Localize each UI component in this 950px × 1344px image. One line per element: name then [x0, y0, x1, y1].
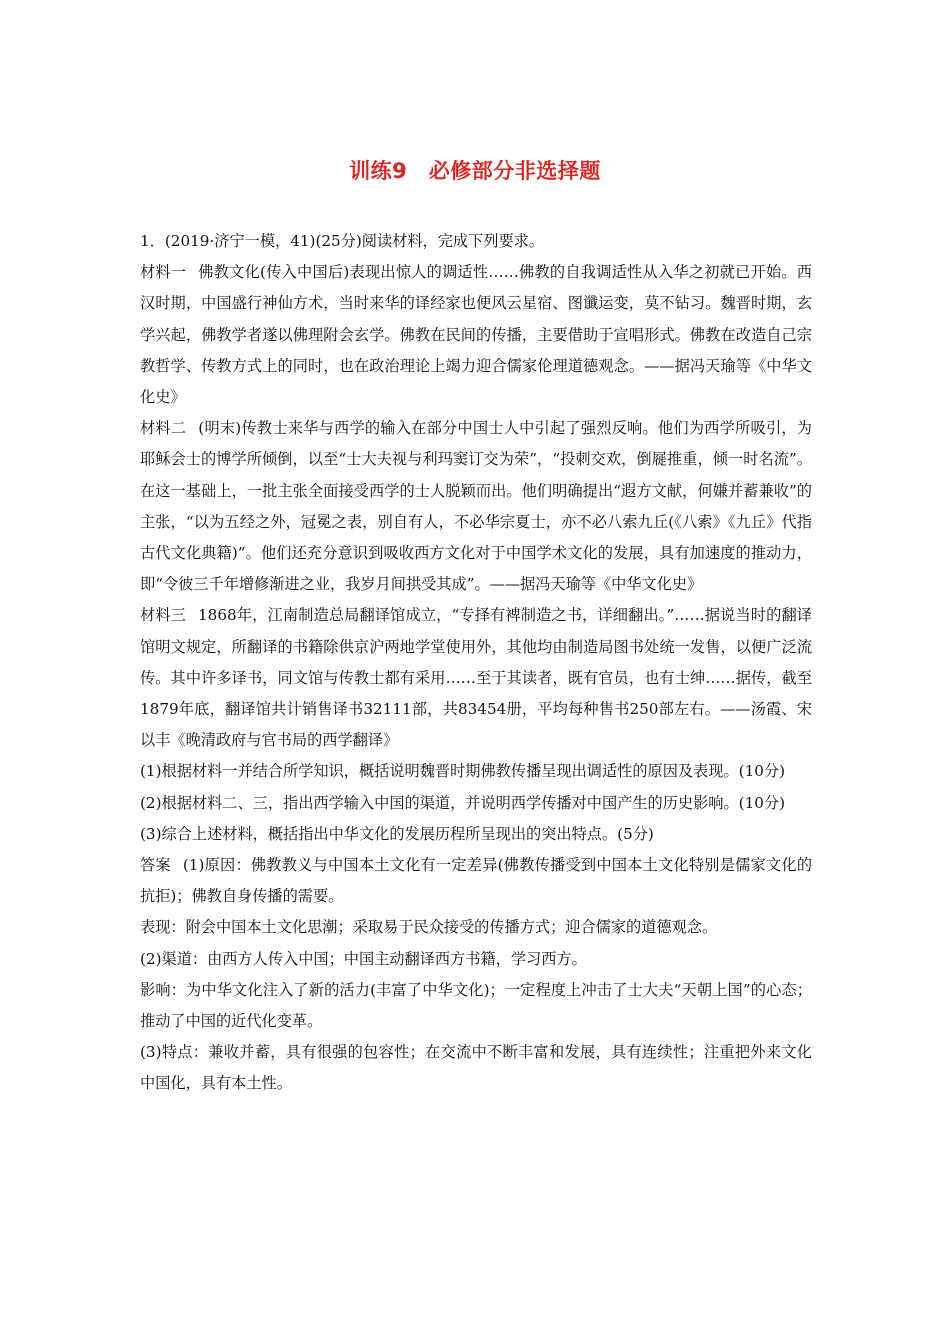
material-text: 佛教文化(传入中国后)表现出惊人的调适性……佛教的自我调适性从入华之初就已开始。西汉时期，中国盛行神仙方术，当时来华的译经家也便风云星宿、图谶运变，莫不钻习。魏晋时期，玄学兴起，佛教学者遂以佛理附会玄学。佛教在民间的传播，主要借助于宣唱形式。佛教在改造自己宗教哲学、传教方式上的同时，也在政治理论上竭力迎合儒家伦理道德观念。——据冯天瑜等《中华文化史》 [140, 263, 812, 407]
question-content [140, 226, 812, 1100]
material-three [140, 600, 812, 756]
material-two [140, 413, 812, 600]
answer-text: (1)原因：佛教教义与中国本土文化有一定差异(佛教传播受到中国本土文化特别是儒家文化的抗拒)；佛教自身传播的需要。 [140, 856, 813, 906]
material-label: 材料三 [140, 606, 187, 625]
material-text: 1868年，江南制造总局翻译馆成立，“专择有裨制造之书，详细翻出。”……据说当时的翻译馆明文规定，所翻译的书籍除供京沪两地学堂使用外，其他均由制造局图书处统一发售，以便广泛流传。其中许多译书，同文馆与传教士都有采用……至于其读者，既有官员，也有士绅……据传，截至1879年底，翻译馆共计销售译书32111部，共83454册，平均每种售书250部左右。——汤霞、宋以丰《晚清政府与官书局的西学翻译》 [140, 606, 812, 750]
sub-question-1: (1)根据材料一并结合所学知识，概括说明魏晋时期佛教传播呈现出调适性的原因及表现。(10分) [140, 762, 786, 781]
material-label: 材料一 [140, 263, 187, 282]
page-title: 训练9 必修部分非选择题 [349, 159, 601, 183]
answer-line-1 [140, 850, 812, 912]
material-label: 材料二 [140, 419, 187, 438]
answer-line-3: (2)渠道：由西方人传入中国；中国主动翻译西方书籍，学习西方。 [140, 949, 587, 968]
question-header: 1．(2019·济宁一模，41)(25分)阅读材料，完成下列要求。 [140, 232, 545, 250]
sub-question-2: (2)根据材料二、三，指出西学输入中国的渠道，并说明西学传播对中国产生的历史影响。(10分) [140, 793, 786, 812]
material-one [140, 257, 812, 413]
answer-line-4: 影响：为中华文化注入了新的活力(丰富了中华文化)；一定程度上冲击了士大夫“天朝上国”的心态；推动了中国的近代化变革。 [140, 980, 812, 1031]
answer-line-2: 表现：附会中国本土文化思潮；采取易于民众接受的传播方式；迎合儒家的道德观念。 [140, 918, 718, 937]
sub-question-3: (3)综合上述材料，概括指出中华文化的发展历程所呈现出的突出特点。(5分) [140, 824, 654, 843]
answer-label: 答案 [140, 856, 171, 875]
material-text: (明末)传教士来华与西学的输入在部分中国士人中引起了强烈反响。他们为西学所吸引，为耶稣会士的博学所倾倒，以至“士大夫视与利玛窦订交为荣”，“投刺交欢，倒屣推重，倾一时名流”。在这一基础上，一批主张全面接受西学的士人脱颖而出。他们明确提出“遐方文献，何嫌并蓄兼收”的主张，“以为五经之外，冠冕之表，别自有人，不必华宗夏士，亦不必八索九丘(《八索》《九丘》代指古代文化典籍)”。他们还充分意识到吸收西方文化对于中国学术文化的发展，具有加速度的推动力，即“令彼三千年增修渐进之业，我岁月间拱受其成”。——据冯天瑜等《中华文化史》 [140, 419, 812, 594]
answer-line-5: (3)特点：兼收并蓄，具有很强的包容性；在交流中不断丰富和发展，具有连续性；注重把外来文化中国化，具有本土性。 [140, 1043, 812, 1093]
